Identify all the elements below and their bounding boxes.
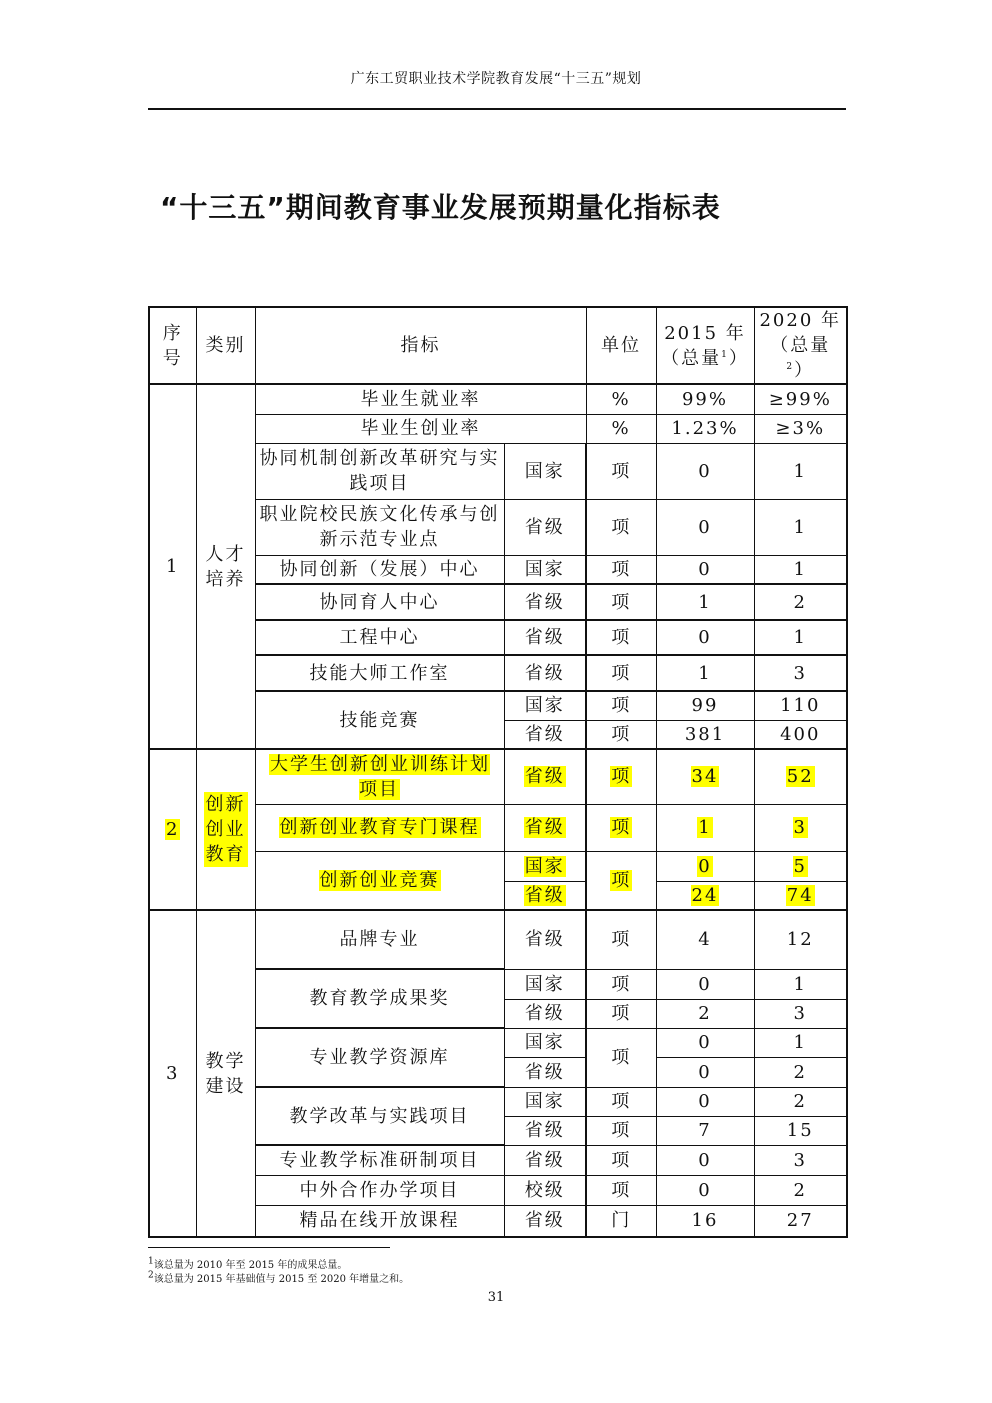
level-cell: [504, 804, 586, 851]
value-2015: 2: [656, 999, 754, 1028]
indicator-cell: 协同机制创新改革研究与实践项目: [255, 443, 504, 499]
page-number: 31: [487, 1290, 505, 1305]
indicator-cell: 教学改革与实践项目: [255, 1087, 504, 1145]
value-2015: 99%: [656, 384, 754, 414]
value-2015: 0: [656, 1087, 754, 1116]
value-2020: ≥99%: [754, 384, 847, 414]
level-cell: 省级: [504, 1145, 586, 1175]
indicator-label: 创新创业教育专门课程: [279, 817, 480, 838]
value-2020: 2: [754, 1057, 847, 1087]
indicator-cell: 教育教学成果奖: [255, 969, 504, 1028]
footnote-2-text: 该总量为 2015 年基础值与 2015 至 2020 年增量之和。: [153, 1274, 410, 1285]
value-2020: 2: [754, 584, 847, 620]
header-2015-sub: （总量: [661, 347, 722, 369]
value-2020: 3: [754, 655, 847, 691]
unit-cell: 门: [586, 1205, 656, 1237]
indicator-cell: 毕业生创业率: [255, 414, 586, 443]
unit-cell: 项: [586, 1028, 656, 1087]
value-2015: 0: [656, 1145, 754, 1175]
level-cell: 国家: [504, 691, 586, 720]
indicator-cell: [255, 851, 504, 910]
indicator-cell: 协同创新（发展）中心: [255, 555, 504, 584]
header-category: 类别: [196, 307, 255, 384]
unit-cell: 项: [586, 620, 656, 655]
value-2020: 1: [754, 969, 847, 999]
running-header: 广东工贸职业技术学院教育发展“十三五”规划: [350, 71, 642, 87]
unit-cell: %: [586, 414, 656, 443]
value-2015: 0: [656, 443, 754, 499]
value-label: 5: [793, 855, 807, 877]
value-label: 0: [698, 855, 712, 877]
group-seq: [149, 749, 196, 910]
unit-cell: [586, 804, 656, 851]
header-2020-end: ）: [794, 360, 815, 381]
level-cell: 国家: [504, 1087, 586, 1116]
group-category-label: 人才培养: [205, 543, 246, 590]
level-cell: 国家: [504, 443, 586, 499]
table-header-row: [149, 307, 847, 384]
unit-label: 项: [611, 869, 632, 891]
level-cell: [504, 851, 586, 881]
value-2015: 7: [656, 1116, 754, 1145]
value-2020: 1: [754, 443, 847, 499]
level-cell: 省级: [504, 1116, 586, 1145]
value-2020: 1: [754, 555, 847, 584]
value-2020: 1: [754, 499, 847, 555]
level-cell: 国家: [504, 1028, 586, 1057]
value-2020: 3: [754, 999, 847, 1028]
footnote-1-text: 该总量为 2010 年至 2015 年的成果总量。: [153, 1260, 348, 1271]
indicator-cell: 专业教学标准研制项目: [255, 1145, 504, 1175]
footnote-2-mark: 2: [148, 1270, 154, 1281]
value-label: 1: [698, 817, 712, 838]
indicator-cell: 技能竞赛: [255, 691, 504, 749]
header-2015-end: ）: [728, 347, 749, 369]
level-cell: 省级: [504, 499, 586, 555]
value-2015: 0: [656, 1057, 754, 1087]
value-label: 52: [786, 766, 814, 788]
unit-cell: 项: [586, 1175, 656, 1205]
indicator-cell: [255, 804, 504, 851]
table-row: [149, 749, 847, 804]
unit-cell: 项: [586, 999, 656, 1028]
level-cell: 国家: [504, 969, 586, 999]
indicator-label: 创新创业竞赛: [319, 869, 440, 891]
group-category-label: 创新创业教育: [205, 794, 246, 865]
value-2015: 0: [656, 499, 754, 555]
table-row: [149, 910, 847, 969]
unit-cell: 项: [586, 1116, 656, 1145]
level-label: 国家: [524, 855, 565, 877]
value-2015: [656, 804, 754, 851]
header-2015: [656, 307, 754, 384]
value-2015: 0: [656, 969, 754, 999]
unit-cell: 项: [586, 1087, 656, 1116]
value-2020: 2: [754, 1175, 847, 1205]
footnote-1: [148, 1256, 347, 1271]
indicator-cell: 协同育人中心: [255, 584, 504, 620]
unit-cell: 项: [586, 720, 656, 749]
value-2015: 0: [656, 555, 754, 584]
indicator-cell: 毕业生就业率: [255, 384, 586, 414]
value-2015: 4: [656, 910, 754, 969]
level-cell: [504, 749, 586, 804]
indicator-cell: 精品在线开放课程: [255, 1205, 504, 1237]
group-category: [196, 384, 255, 749]
header-rule: [148, 108, 846, 110]
value-label: 3: [793, 817, 807, 838]
value-label: 74: [786, 884, 814, 906]
unit-label: 项: [611, 817, 632, 838]
level-cell: 省级: [504, 655, 586, 691]
value-2020: 1: [754, 620, 847, 655]
level-cell: 省级: [504, 910, 586, 969]
indicator-cell: 中外合作办学项目: [255, 1175, 504, 1205]
footnote-rule: [148, 1247, 390, 1248]
unit-cell: [586, 749, 656, 804]
unit-cell: 项: [586, 584, 656, 620]
group-category: [196, 749, 255, 910]
value-2020: 1: [754, 1028, 847, 1057]
level-cell: 省级: [504, 620, 586, 655]
level-cell: [504, 881, 586, 910]
unit-cell: 项: [586, 910, 656, 969]
value-2020: [754, 851, 847, 881]
indicator-label: 大学生创新创业训练计划项目: [270, 753, 490, 800]
level-label: 省级: [524, 766, 565, 788]
level-cell: 省级: [504, 999, 586, 1028]
footnote-1-mark: 1: [148, 1256, 154, 1267]
header-2020-year: 2020 年: [759, 310, 842, 331]
group-category: [196, 910, 255, 1237]
value-2020: [754, 881, 847, 910]
value-2020: [754, 749, 847, 804]
unit-cell: 项: [586, 499, 656, 555]
level-label: 省级: [524, 884, 565, 906]
indicator-cell: 工程中心: [255, 620, 504, 655]
header-seq: 序号: [149, 307, 196, 384]
header-2015-year: 2015 年: [664, 322, 746, 344]
unit-cell: 项: [586, 443, 656, 499]
indicator-cell: 职业院校民族文化传承与创新示范专业点: [255, 499, 504, 555]
indicator-cell: 技能大师工作室: [255, 655, 504, 691]
value-2015: 16: [656, 1205, 754, 1237]
value-2015: 381: [656, 720, 754, 749]
value-2020: 12: [754, 910, 847, 969]
level-cell: 校级: [504, 1175, 586, 1205]
header-2020-sub: （总量: [770, 335, 831, 356]
value-2020: 2: [754, 1087, 847, 1116]
group-seq-label: 2: [166, 819, 180, 840]
value-2015: 1.23%: [656, 414, 754, 443]
value-label: 34: [691, 766, 719, 788]
value-2020: 3: [754, 1145, 847, 1175]
value-2020: 400: [754, 720, 847, 749]
value-2015: 0: [656, 620, 754, 655]
group-seq: 3: [149, 910, 196, 1237]
value-2020: [754, 804, 847, 851]
value-2015: [656, 851, 754, 881]
level-cell: 省级: [504, 720, 586, 749]
unit-cell: 项: [586, 555, 656, 584]
indicator-cell: 品牌专业: [255, 910, 504, 969]
footnote-mark-1: 1: [721, 349, 729, 360]
value-2020: 110: [754, 691, 847, 720]
value-2015: 99: [656, 691, 754, 720]
page-title: “十三五”期间教育事业发展预期量化指标表: [160, 191, 721, 224]
value-2015: [656, 881, 754, 910]
level-cell: 国家: [504, 555, 586, 584]
header-2020: [754, 307, 847, 384]
indicator-cell: [255, 749, 504, 804]
group-seq: 1: [149, 384, 196, 749]
unit-cell: 项: [586, 1145, 656, 1175]
value-2015: 0: [656, 1028, 754, 1057]
unit-cell: 项: [586, 969, 656, 999]
value-2015: 1: [656, 584, 754, 620]
level-cell: 省级: [504, 1057, 586, 1087]
header-unit: 单位: [586, 307, 656, 384]
unit-cell: 项: [586, 655, 656, 691]
header-indicator: 指标: [255, 307, 586, 384]
unit-cell: 项: [586, 691, 656, 720]
footnote-mark-2: 2: [786, 362, 795, 372]
level-cell: 省级: [504, 1205, 586, 1237]
value-2015: 1: [656, 655, 754, 691]
footnote-2: [148, 1270, 409, 1285]
value-2020: 27: [754, 1205, 847, 1237]
indicator-table: [148, 306, 848, 1238]
value-2020: 15: [754, 1116, 847, 1145]
level-cell: 省级: [504, 584, 586, 620]
level-label: 省级: [524, 817, 565, 838]
value-2015: 0: [656, 1175, 754, 1205]
group-category-label: 教学建设: [205, 1050, 246, 1097]
unit-cell: %: [586, 384, 656, 414]
value-2015: [656, 749, 754, 804]
indicator-cell: 专业教学资源库: [255, 1028, 504, 1087]
table-row: [149, 384, 847, 414]
unit-cell: [586, 851, 656, 910]
unit-label: 项: [611, 766, 632, 788]
value-2020: ≥3%: [754, 414, 847, 443]
value-label: 24: [691, 884, 719, 906]
